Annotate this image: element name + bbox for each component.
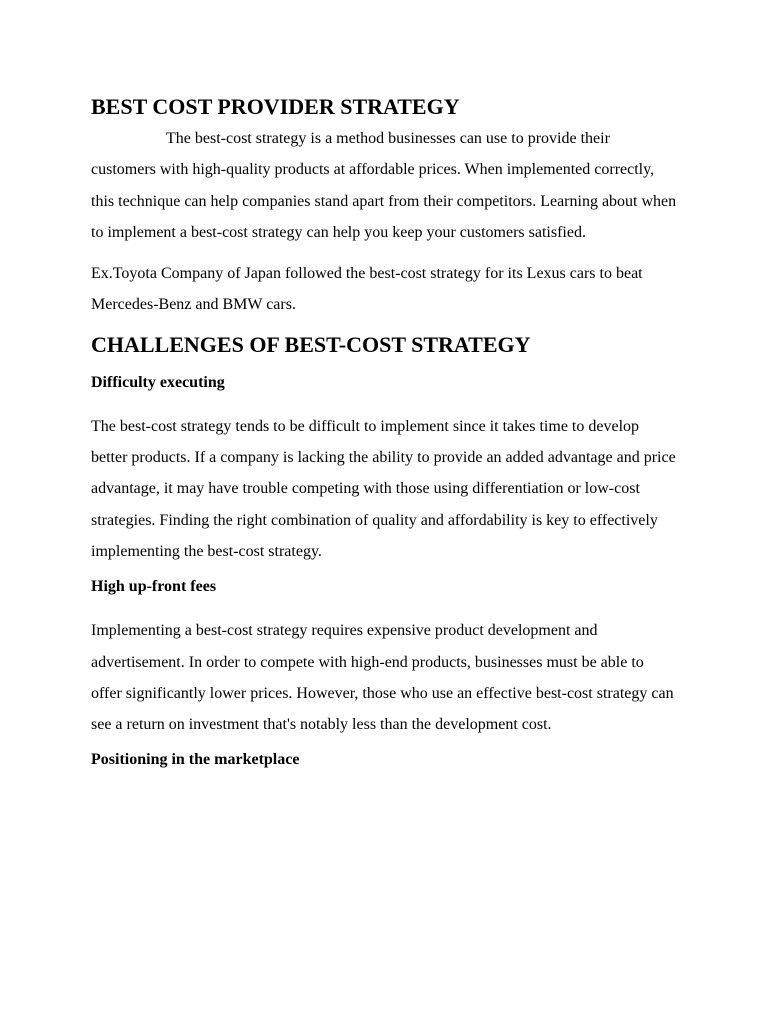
challenge-heading-fees: High up-front fees (91, 578, 217, 596)
challenges-heading: CHALLENGES OF BEST-COST STRATEGY (91, 331, 531, 357)
document-title: BEST COST PROVIDER STRATEGY (91, 94, 460, 119)
challenge-body-fees: Implementing a best-cost strategy requires expensive product development and advertisement. In order to compete with high-end products, businesses must be able to offer significantly lower prices. However, those who use an effective best-cost strategy can see a return on investment that's notably less than the development cost. (91, 622, 674, 734)
challenge-body-difficulty: The best-cost strategy tends to be difficult to implement since it takes time to develop better products. If a company is lacking the ability to provide an added advantage and price advantage, it may have trouble competing with those using differentiation or low-cost strategies. Finding the right combination of quality and affordability is key to effectively implementing the best-cost strategy. (91, 417, 676, 560)
example-paragraph: Ex.Toyota Company of Japan followed the best-cost strategy for its Lexus cars to beat Mercedes-Benz and BMW cars. (91, 265, 643, 314)
challenge-heading-difficulty: Difficulty executing (91, 373, 225, 391)
challenge-heading-positioning: Positioning in the marketplace (91, 751, 300, 769)
intro-paragraph: The best-cost strategy is a method businesses can use to provide their customers with high-quality products at affordable prices. When implemented correctly, this technique can help companies stand apart from their competitors. Learning about when to implement a best-cost strategy can help you keep your customers satisfied. (91, 130, 677, 241)
